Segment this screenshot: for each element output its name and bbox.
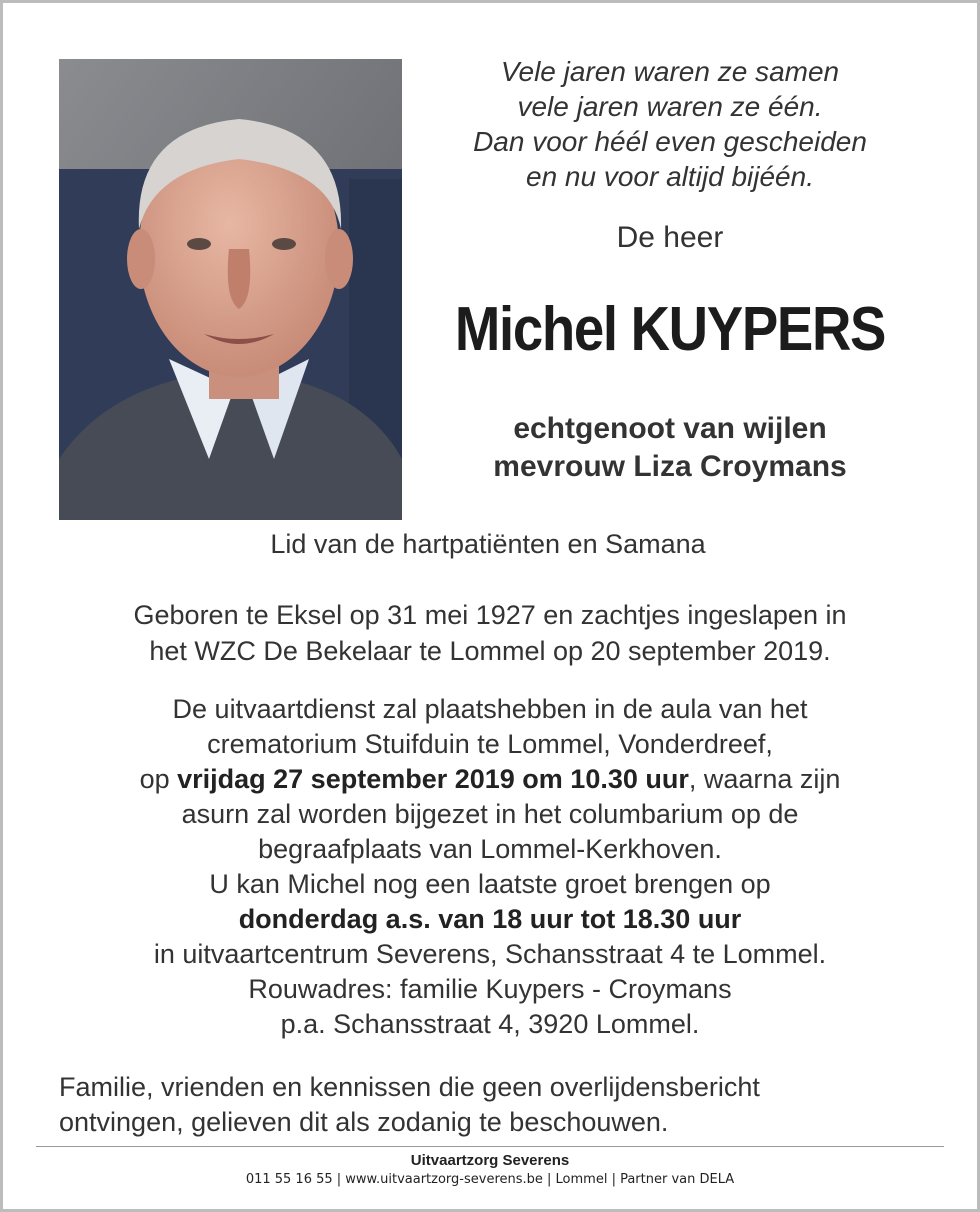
service-line: begraafplaats van Lommel-Kerkhoven. bbox=[258, 834, 722, 864]
portrait-photo bbox=[59, 59, 402, 520]
service-date: vrijdag 27 september 2019 om 10.30 uur bbox=[177, 764, 689, 794]
service-line: U kan Michel nog een laatste groet brengen op bbox=[209, 869, 771, 899]
deceased-name: Michel KUYPERS bbox=[454, 295, 886, 364]
birth-death-info bbox=[0, 597, 980, 669]
born-line: het WZC De Bekelaar te Lommel op 20 september 2019. bbox=[149, 636, 831, 666]
service-line: crematorium Stuifduin te Lommel, Vonderdreef, bbox=[207, 729, 773, 759]
membership-text: Lid van de hartpatiënten en Samana bbox=[270, 529, 706, 559]
spouse-line: echtgenoot van wijlen bbox=[513, 412, 827, 445]
poem-line: en nu voor altijd bijéén. bbox=[526, 161, 814, 192]
service-line-suffix: , waarna zijn bbox=[688, 764, 841, 794]
closing-line: Familie, vrienden en kennissen die geen overlijdensbericht bbox=[59, 1072, 760, 1102]
funeral-service-info bbox=[0, 692, 980, 1042]
mourning-address: p.a. Schansstraat 4, 3920 Lommel. bbox=[280, 1009, 700, 1039]
poem-line: vele jaren waren ze één. bbox=[517, 91, 823, 122]
funeral-company-contact: 011 55 16 55 | www.uitvaartzorg-severens.be | Lommel | Partner van DELA bbox=[245, 1172, 735, 1187]
footer-divider bbox=[36, 1146, 944, 1147]
service-line: De uitvaartdienst zal plaatshebben in de aula van het bbox=[172, 694, 808, 724]
service-line-prefix: op bbox=[139, 764, 178, 794]
spouse-line: mevrouw Liza Croymans bbox=[493, 450, 847, 483]
poem-line: Dan voor héél even gescheiden bbox=[473, 126, 867, 157]
memorial-poem bbox=[420, 54, 920, 194]
poem-line: Vele jaren waren ze samen bbox=[500, 56, 840, 87]
service-date-line bbox=[0, 762, 980, 797]
visitation-time: donderdag a.s. van 18 uur tot 18.30 uur bbox=[238, 904, 742, 934]
service-line: in uitvaartcentrum Severens, Schansstraat 4 te Lommel. bbox=[153, 939, 827, 969]
mourning-address-label: Rouwadres: familie Kuypers - Croymans bbox=[248, 974, 732, 1004]
closing-note bbox=[59, 1070, 939, 1140]
spouse-info bbox=[420, 410, 920, 486]
born-line: Geboren te Eksel op 31 mei 1927 en zachtjes ingeslapen in bbox=[133, 600, 847, 630]
honorific: De heer bbox=[616, 221, 724, 254]
service-line: asurn zal worden bijgezet in het columbarium op de bbox=[181, 799, 799, 829]
funeral-company-name: Uitvaartzorg Severens bbox=[410, 1152, 570, 1169]
closing-line: ontvingen, gelieven dit als zodanig te beschouwen. bbox=[59, 1107, 669, 1137]
